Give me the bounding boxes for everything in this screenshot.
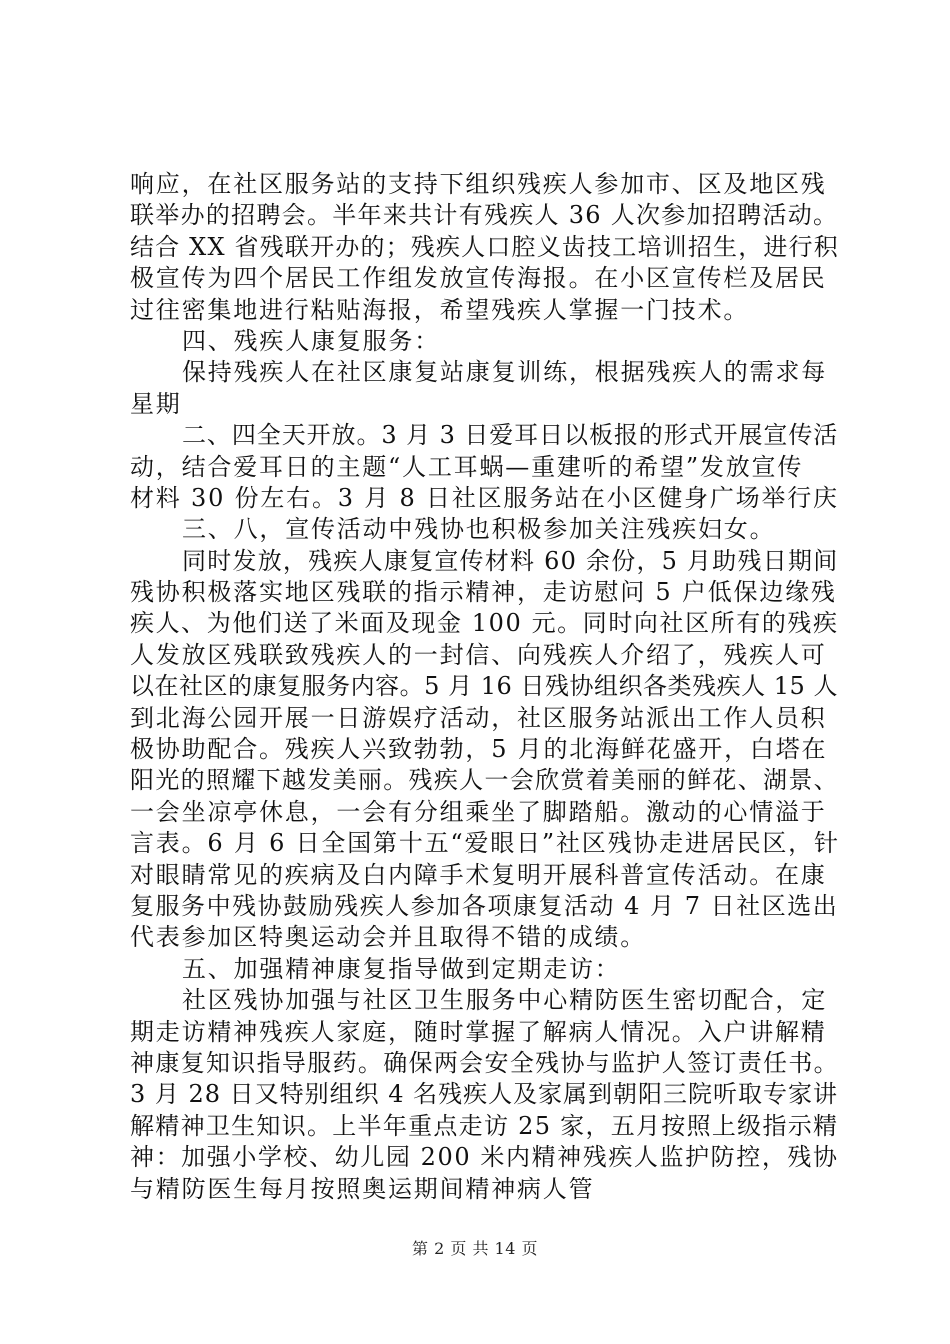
text-line: 动，结合爱耳日的主题“人工耳蜗—重建听的希望”发放宣传 <box>130 452 804 481</box>
text-line: 对眼睛常见的疾病及白内障手术复明开展科普宣传活动。在康 <box>130 860 827 889</box>
text-line: 二、四全天开放。3 月 3 日爱耳日以板报的形式开展宣传活 <box>182 421 839 450</box>
text-line: 到北海公园开展一日游娱疗活动，社区服务站派出工作人员积 <box>130 703 827 732</box>
text-line: 残协积极落实地区残联的指示精神，走访慰问 5 户低保边缘残 <box>130 578 837 607</box>
text-line: 四、残疾人康复服务： <box>182 326 440 355</box>
text-line: 星期 <box>130 389 182 418</box>
text-line: 神：加强小学校、幼儿园 200 米内精神残疾人监护防控，残协 <box>130 1143 839 1172</box>
text-line: 极宣传为四个居民工作组发放宣传海报。在小区宣传栏及居民 <box>130 264 827 293</box>
text-line: 社区残协加强与社区卫生服务中心精防医生密切配合，定 <box>182 986 827 1015</box>
text-line: 同时发放，残疾人康复宣传材料 60 余份，5 月助残日期间 <box>182 546 839 575</box>
text-line: 以在社区的康复服务内容。5 月 16 日残协组织各类残疾人 15 人 <box>130 672 838 701</box>
text-line: 结合 XX 省残联开办的；残疾人口腔义齿技工培训招生，进行积 <box>130 232 839 261</box>
text-line: 疾人、为他们送了米面及现金 100 元。同时向社区所有的残疾 <box>130 609 839 638</box>
text-line: 一会坐凉亭休息，一会有分组乘坐了脚踏船。激动的心情溢于 <box>130 797 827 826</box>
text-line: 人发放区残联致残疾人的一封信、向残疾人介绍了，残疾人可 <box>130 640 827 669</box>
document-body <box>130 169 840 1205</box>
text-line: 五、加强精神康复指导做到定期走访： <box>182 954 621 983</box>
text-line: 响应，在社区服务站的支持下组织残疾人参加市、区及地区残 <box>130 170 827 198</box>
text-line: 过往密集地进行粘贴海报，希望残疾人掌握一门技术。 <box>130 295 750 324</box>
text-line: 阳光的照耀下越发美丽。残疾人一会欣赏着美丽的鲜花、湖景、 <box>130 766 839 795</box>
text-line: 与精防医生每月按照奥运期间精神病人管 <box>130 1174 595 1203</box>
text-line: 期走访精神残疾人家庭，随时掌握了解病人情况。入户讲解精 <box>130 1017 827 1046</box>
text-line: 三、八，宣传活动中残协也积极参加关注残疾妇女。 <box>182 515 776 544</box>
text-line: 复服务中残协鼓励残疾人参加各项康复活动 4 月 7 日社区选出 <box>130 891 839 920</box>
text-line: 材料 30 份左右。3 月 8 日社区服务站在小区健身广场举行庆 <box>130 483 839 512</box>
text-line: 极协助配合。残疾人兴致勃勃，5 月的北海鲜花盛开，白塔在 <box>130 735 828 764</box>
text-line: 3 月 28 日又特别组织 4 名残疾人及家属到朝阳三院听取专家讲 <box>130 1080 838 1109</box>
text-line: 神康复知识指导服药。确保两会安全残协与监护人签订责任书。 <box>130 1048 839 1077</box>
text-line: 联举办的招聘会。半年来共计有残疾人 36 人次参加招聘活动。 <box>130 201 839 230</box>
text-line: 言表。6 月 6 日全国第十五“爱眼日”社区残协走进居民区，针 <box>130 829 840 858</box>
page-number-footer: 第 2 页 共 14 页 <box>412 1239 538 1258</box>
text-line: 解精神卫生知识。上半年重点走访 25 家，五月按照上级指示精 <box>130 1111 839 1140</box>
text-line: 代表参加区特奥运动会并且取得不错的成绩。 <box>130 923 646 952</box>
text-line: 保持残疾人在社区康复站康复训练，根据残疾人的需求每 <box>182 358 827 387</box>
